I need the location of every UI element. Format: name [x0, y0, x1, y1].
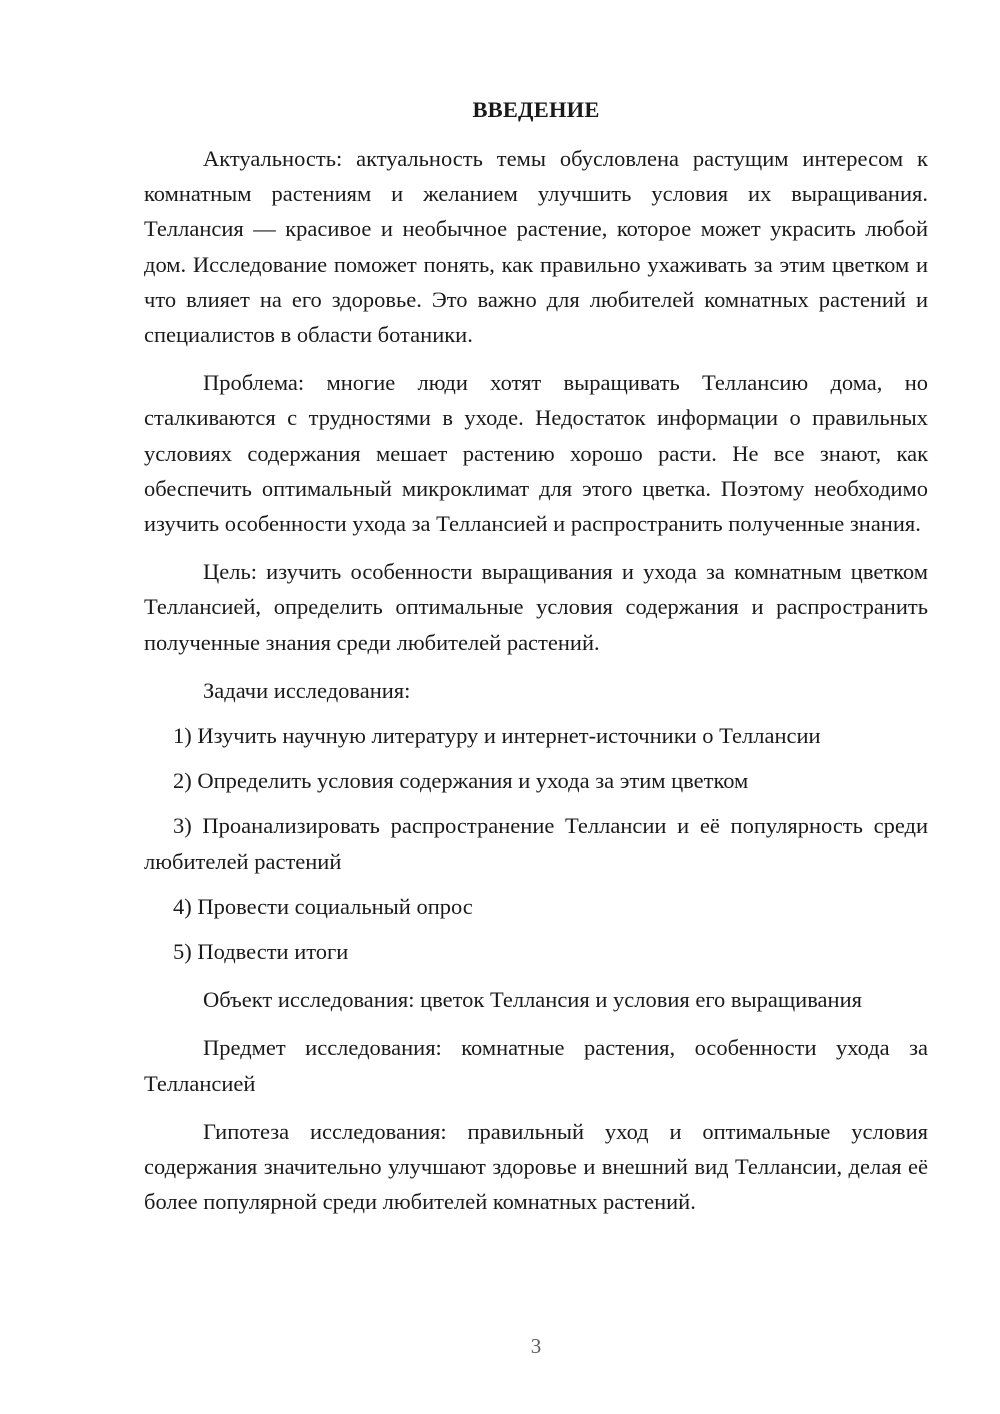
section-heading: ВВЕДЕНИЕ [472, 97, 600, 122]
task-item-4: 4) Провести социальный опрос [173, 893, 473, 919]
relevance-paragraph: Актуальность: актуальность темы обусловлена растущим интересом к комнатным растениям и желанием улучшить условия их выращивания. Теллансия — красивое и необычное растение, которое может украсить любой дом. Исследование поможет понять, как правильно ухаживать за этим цветком и что влияет на его здоровье. Это важно для любителей комнатных растений и специалистов в области ботаники. [144, 146, 928, 348]
task-item-2: 2) Определить условия содержания и ухода за этим цветком [173, 768, 749, 794]
task-item-3: 3) Проанализировать распространение Теллансии и её популярность среди любителей растений [144, 813, 928, 874]
problem-paragraph: Проблема: многие люди хотят выращивать Теллансию дома, но сталкиваются с трудностями в уходе. Недостаток информации о правильных условиях содержания мешает растению хорошо расти. Не все знают, как обеспечить оптимальный микроклимат для этого цветка. Поэтому необходимо изучить особенности ухода за Теллансией и распространить полученные знания. [144, 370, 928, 537]
task-item-5: 5) Подвести итоги [173, 939, 349, 965]
subject-paragraph: Предмет исследования: комнатные растения, особенности ухода за Теллансией [144, 1035, 928, 1096]
hypothesis-paragraph: Гипотеза исследования: правильный уход и оптимальные условия содержания значительно улучшают здоровье и внешний вид Теллансии, делая её более популярной среди любителей комнатных растений. [144, 1118, 928, 1215]
task-item-1: 1) Изучить научную литературу и интернет-источники о Теллансии [173, 723, 821, 749]
object-paragraph: Объект исследования: цветок Теллансия и условия его выращивания [203, 987, 862, 1013]
document-page [144, 92, 928, 1219]
tasks-title: Задачи исследования: [203, 677, 411, 703]
page-number: 3 [530, 1334, 542, 1358]
goal-paragraph: Цель: изучить особенности выращивания и ухода за комнатным цветком Теллансией, определить оптимальные условия содержания и распространить полученные знания среди любителей растений. [144, 559, 928, 655]
